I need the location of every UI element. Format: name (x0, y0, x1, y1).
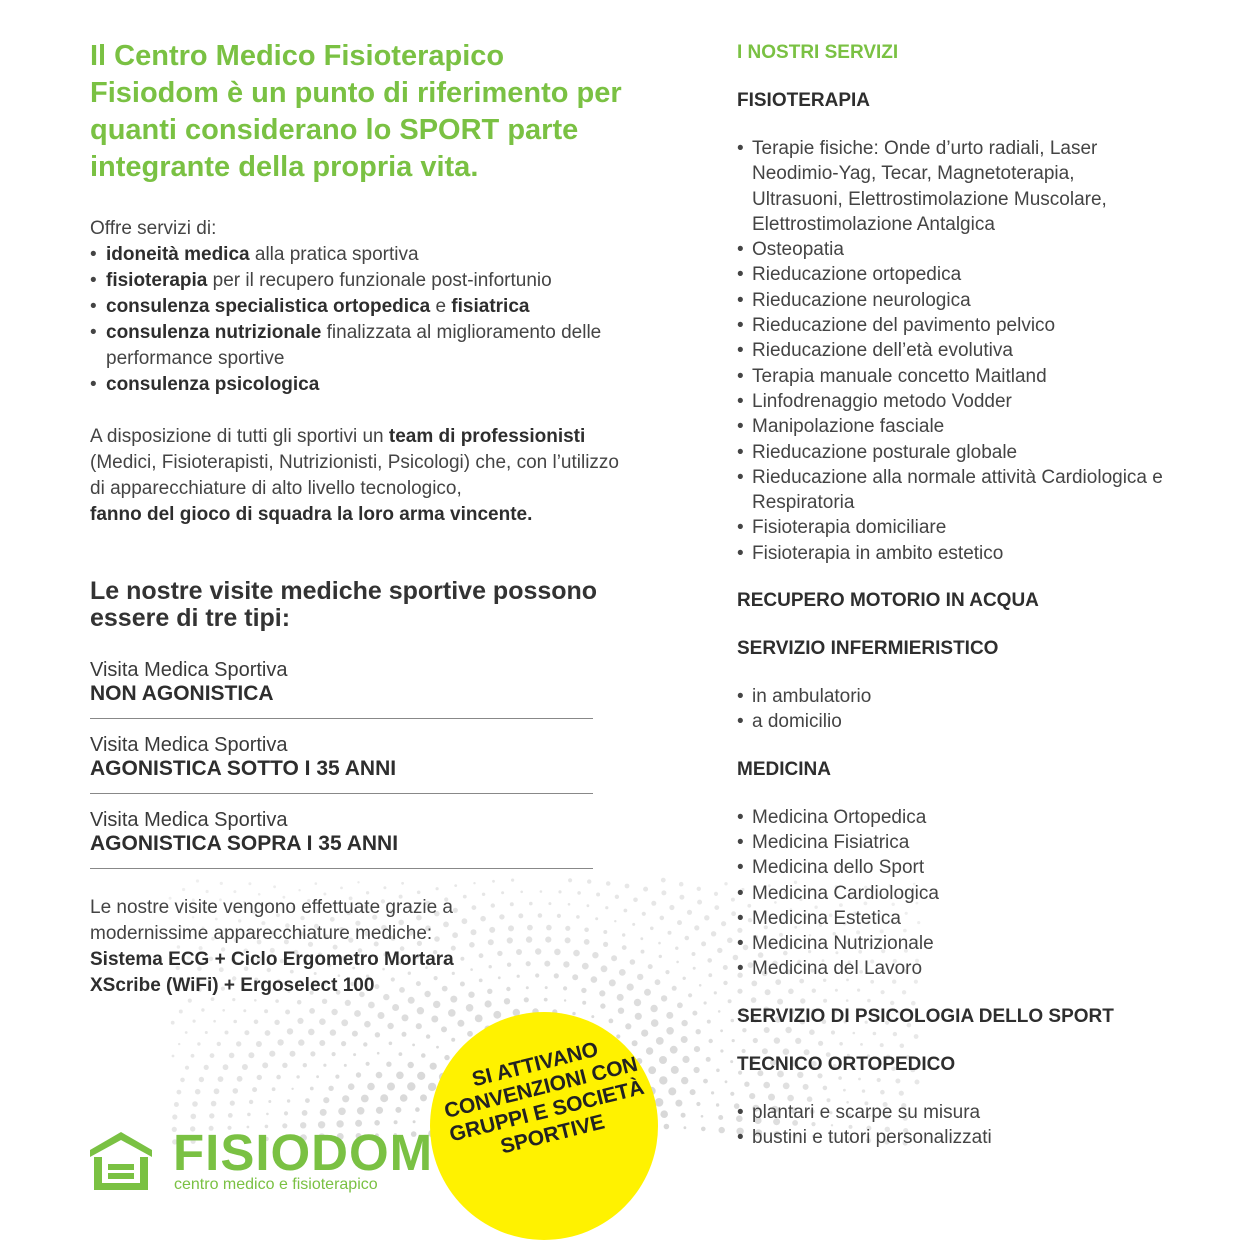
infermieristico-list (737, 684, 1217, 735)
offer-intro: Offre servizi di: (90, 218, 217, 239)
list-item: • Terapie fisiche: Onde d’urto radiali, Laser Neodimio-Yag, Tecar, Magnetoterapia, Ultrasuoni, Elettrostimolazione Muscolare, Elettrostimolazione Antalgica (737, 136, 1162, 237)
logo-name: FISIODOM (173, 1124, 434, 1181)
list-item: • a domicilio (737, 709, 1217, 734)
headline: Il Centro Medico Fisioterapico Fisiodom è un punto di riferimento per quanti considerano lo SPORT parte integrante della propria vita. (90, 40, 622, 183)
team-paragraph: A disposizione di tutti gli sportivi un team di professionisti (Medici, Fisioterapisti, Nutrizionisti, Psicologi) che, con l’utilizzo di apparecchiature di alto livello tecnologico, fanno del gioco di squadra la loro arma vincente. (90, 426, 620, 525)
list-item: • plantari e scarpe su misura (737, 1100, 1217, 1125)
list-item: • Fisioterapia domiciliare (737, 515, 1217, 540)
section-title-psicologia: SERVIZIO DI PSICOLOGIA DELLO SPORT (737, 1005, 1114, 1027)
list-item: • Medicina Nutrizionale (737, 931, 1217, 956)
list-item: • Rieducazione dell’età evolutiva (737, 338, 1217, 363)
badge-text: SI ATTIVANO CONVENZIONI CON GRUPPI E SOCIETÀ SPORTIVE (441, 1037, 647, 1159)
list-item: • Rieducazione neurologica (737, 288, 1217, 313)
services-offer (90, 216, 630, 398)
list-item: • Osteopatia (737, 237, 1217, 262)
section-title-fisioterapia: FISIOTERAPIA (737, 90, 871, 111)
list-item: • Rieducazione del pavimento pelvico (737, 313, 1217, 338)
medicina-list (737, 805, 1217, 982)
visit-type: NON AGONISTICA (90, 682, 274, 705)
visit-item (90, 794, 593, 869)
list-item: • Medicina del Lavoro (737, 956, 1217, 981)
list-item: • Fisioterapia in ambito estetico (737, 541, 1217, 566)
services-kicker: I NOSTRI SERVIZI (737, 42, 899, 63)
section-title-infermieristico: SERVIZIO INFERMIERISTICO (737, 638, 999, 660)
visit-label: Visita Medica Sportiva (90, 809, 288, 831)
offer-item: • fisioterapia per il recupero funzionale post-infortunio (90, 268, 630, 294)
section-title-tecnico: TECNICO ORTOPEDICO (737, 1053, 956, 1075)
section-title-recupero: RECUPERO MOTORIO IN ACQUA (737, 590, 1039, 612)
list-item: • Rieducazione posturale globale (737, 440, 1217, 465)
list-item: • Linfodrenaggio metodo Vodder (737, 389, 1217, 414)
visit-label: Visita Medica Sportiva (90, 734, 288, 756)
offer-item: • consulenza psicologica (90, 372, 630, 398)
list-item: • Rieducazione ortopedica (737, 262, 1217, 287)
list-item: • Manipolazione fasciale (737, 414, 1217, 439)
offer-item: • idoneità medica alla pratica sportiva (90, 242, 630, 268)
list-item: • Medicina Estetica (737, 906, 1217, 931)
list-item: • Rieducazione alla normale attività Cardiologica e Respiratoria (737, 465, 1172, 516)
list-item: • bustini e tutori personalizzati (737, 1125, 1217, 1150)
services-column (737, 40, 1217, 1172)
visit-type: AGONISTICA SOTTO I 35 ANNI (90, 757, 397, 780)
list-item: • Medicina Ortopedica (737, 805, 1217, 830)
conventions-badge (430, 1012, 658, 1240)
list-item: • Medicina dello Sport (737, 855, 1217, 880)
list-item: • in ambulatorio (737, 684, 1217, 709)
equipment-paragraph: Le nostre visite vengono effettuate grazie a modernissime apparecchiature mediche: Sistema ECG + Ciclo Ergometro Mortara XScribe (WiFi) + Ergoselect 100 (90, 897, 454, 996)
visit-label: Visita Medica Sportiva (90, 659, 288, 681)
list-item: • Medicina Fisiatrica (737, 830, 1217, 855)
house-logo-icon (88, 1130, 154, 1192)
intro-column (90, 38, 630, 999)
fisioterapia-list (737, 136, 1217, 566)
visit-item (90, 719, 593, 794)
offer-item: • consulenza specialistica ortopedica e fisiatrica (90, 294, 630, 320)
visit-item (90, 632, 593, 719)
visit-type: AGONISTICA SOPRA I 35 ANNI (90, 832, 399, 855)
tecnico-list (737, 1100, 1217, 1151)
section-title-medicina: MEDICINA (737, 758, 831, 780)
visits-title: Le nostre visite mediche sportive possono essere di tre tipi: (90, 577, 598, 632)
offer-list (90, 242, 630, 398)
offer-item: • consulenza nutrizionale finalizzata al miglioramento delle performance sportive (90, 320, 630, 372)
fisiodom-logo (88, 1124, 434, 1198)
list-item: • Medicina Cardiologica (737, 881, 1217, 906)
logo-tagline: centro medico e fisioterapico (174, 1176, 378, 1193)
list-item: • Terapia manuale concetto Maitland (737, 364, 1217, 389)
